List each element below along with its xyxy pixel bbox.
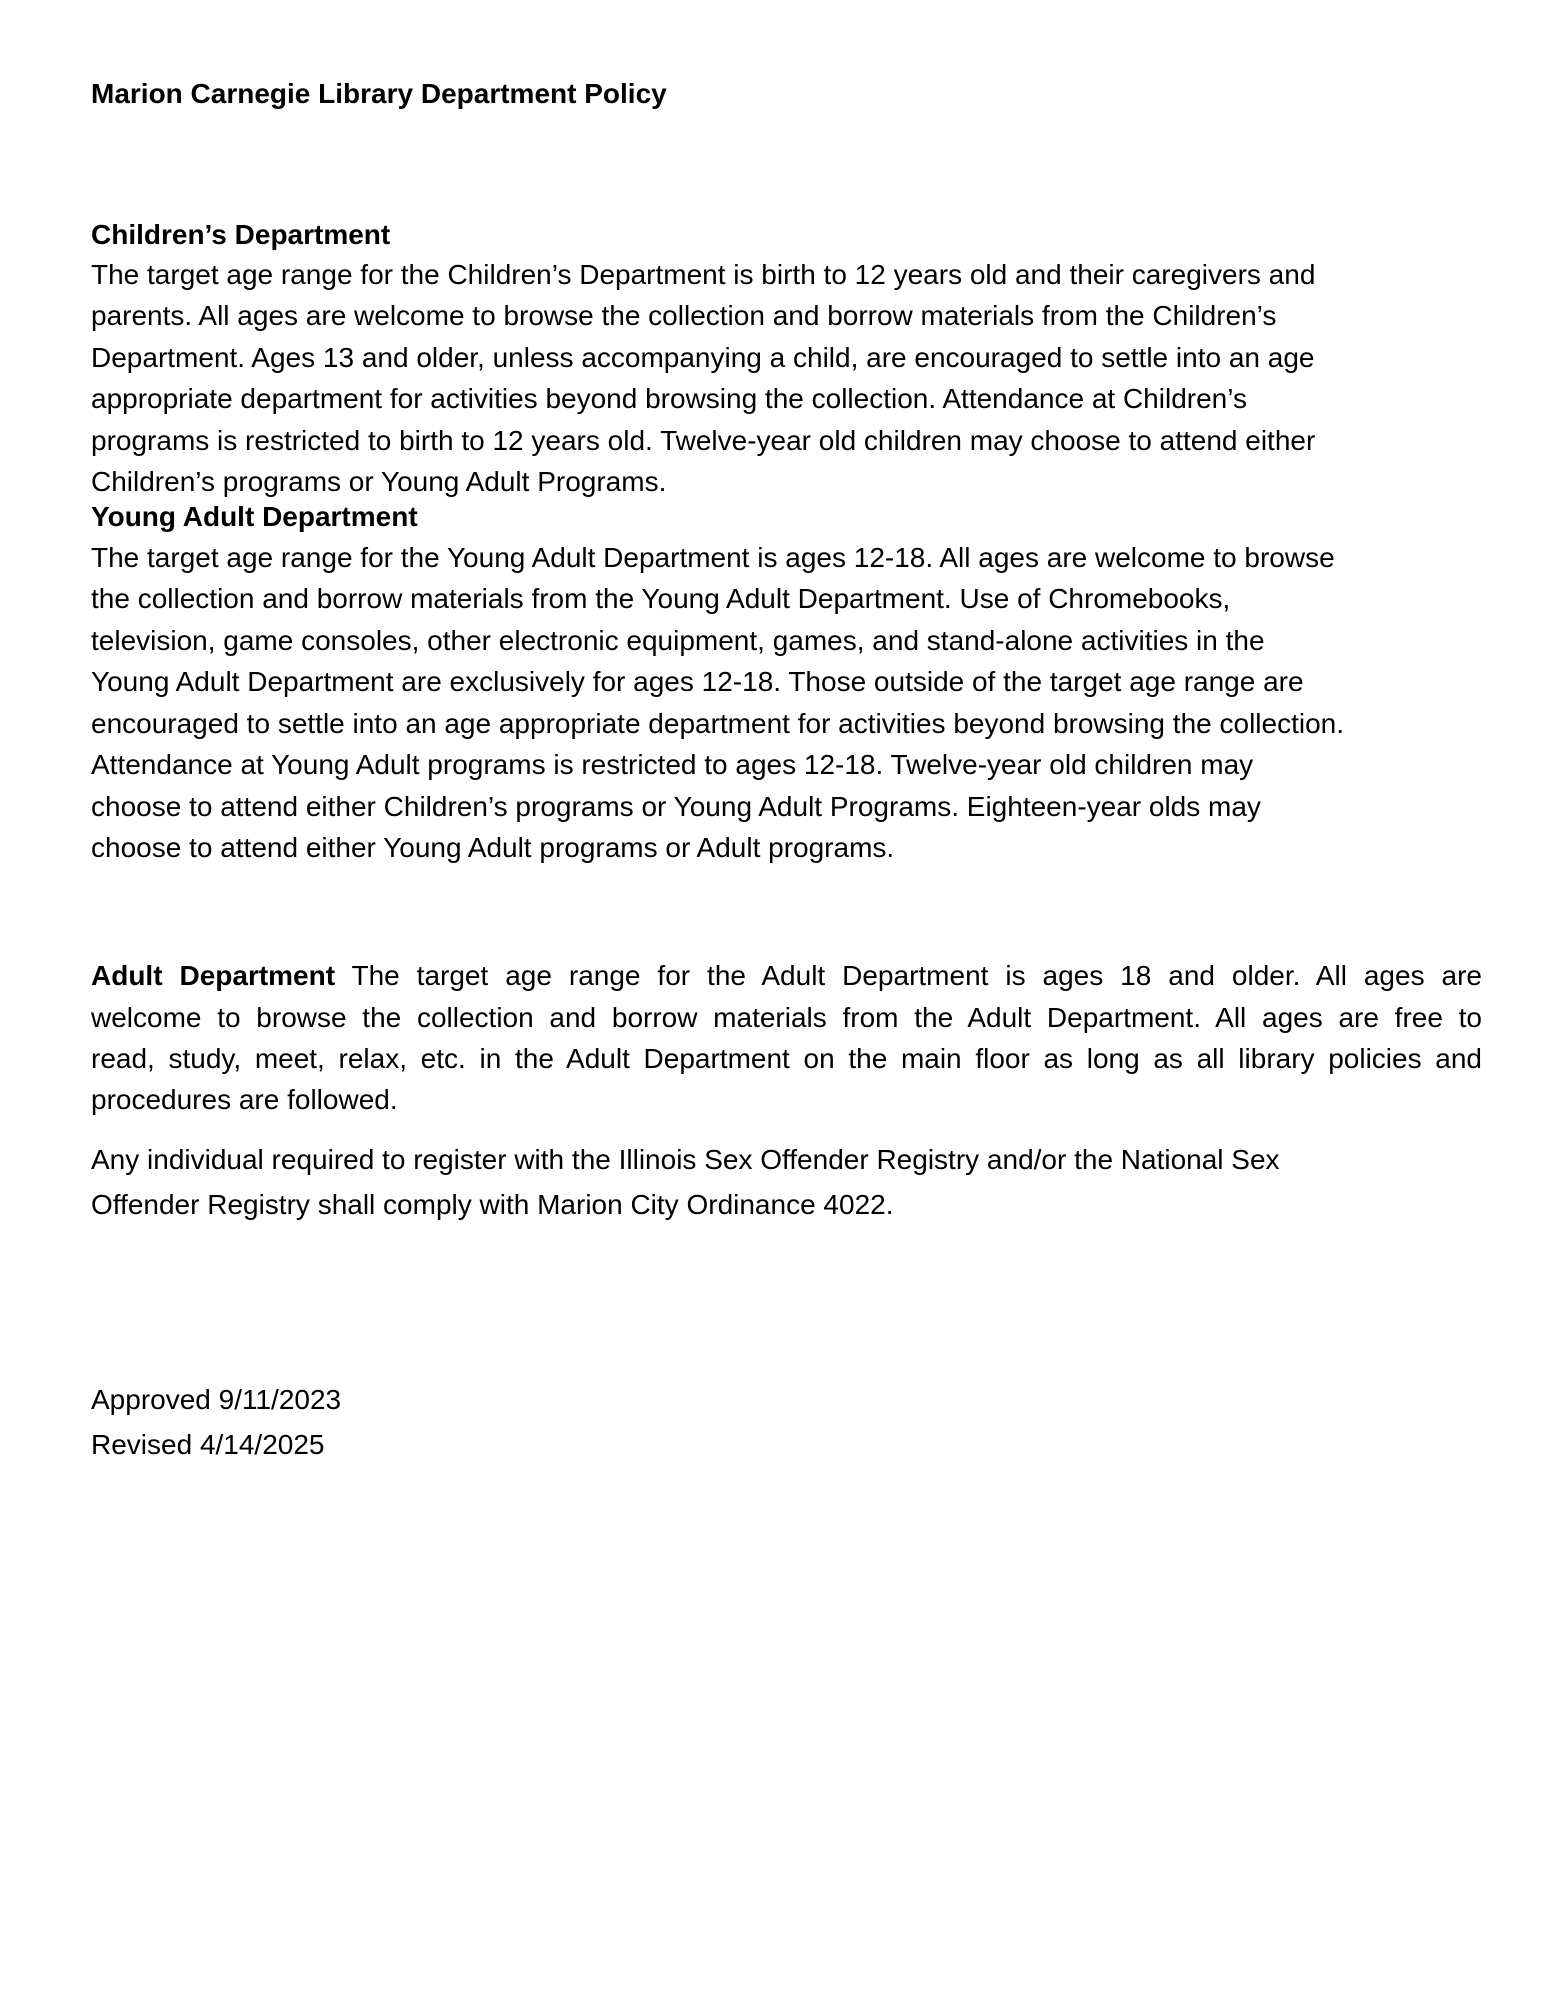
paragraph-line: Children’s programs or Young Adult Programs. [91,466,667,497]
paragraph-line: procedures are followed. [91,1084,398,1115]
paragraph-line: parents. All ages are welcome to browse the collection and borrow materials from the Children’s [91,300,1277,331]
paragraph-line: read, study, meet, relax, etc. in the Adult Department on the main floor as long as all library policies and [91,1043,1482,1074]
paragraph-line: appropriate department for activities beyond browsing the collection. Attendance at Children’s [91,383,1247,414]
section-heading: Children’s Department [91,219,391,250]
paragraph-line: welcome to browse the collection and borrow materials from the Adult Department. All ages are free to [91,1002,1482,1033]
paragraph-line: television, game consoles, other electronic equipment, games, and stand-alone activities in the [91,625,1265,656]
paragraph-line [91,960,1482,992]
revised-date: Revised 4/14/2025 [91,1429,325,1460]
paragraph-line: choose to attend either Young Adult programs or Adult programs. [91,832,895,863]
paragraph-line: Department. Ages 13 and older, unless accompanying a child, are encouraged to settle into an age [91,342,1315,373]
paragraph-text: The target age range for the Adult Department is ages 18 and older. All ages are [351,960,1482,991]
paragraph-line: the collection and borrow materials from the Young Adult Department. Use of Chromebooks, [91,583,1231,614]
document-title: Marion Carnegie Library Department Policy [91,78,667,109]
section-heading: Young Adult Department [91,501,418,532]
paragraph-line: choose to attend either Children’s programs or Young Adult Programs. Eighteen-year olds may [91,791,1261,822]
paragraph-line: programs is restricted to birth to 12 years old. Twelve-year old children may choose to attend either [91,425,1316,456]
approved-date: Approved 9/11/2023 [91,1384,342,1415]
paragraph-line: Offender Registry shall comply with Marion City Ordinance 4022. [91,1189,894,1220]
paragraph-line: encouraged to settle into an age appropriate department for activities beyond browsing the collection. [91,708,1344,739]
paragraph-line: The target age range for the Young Adult Department is ages 12-18. All ages are welcome to browse [91,542,1335,573]
paragraph-line: Young Adult Department are exclusively for ages 12-18. Those outside of the target age range are [91,666,1304,697]
paragraph-line: Attendance at Young Adult programs is restricted to ages 12-18. Twelve-year old children may [91,749,1254,780]
paragraph-line: The target age range for the Children’s Department is birth to 12 years old and their caregivers and [91,259,1316,290]
section-heading: Adult Department [91,960,336,991]
paragraph-line: Any individual required to register with the Illinois Sex Offender Registry and/or the National Sex [91,1144,1280,1175]
